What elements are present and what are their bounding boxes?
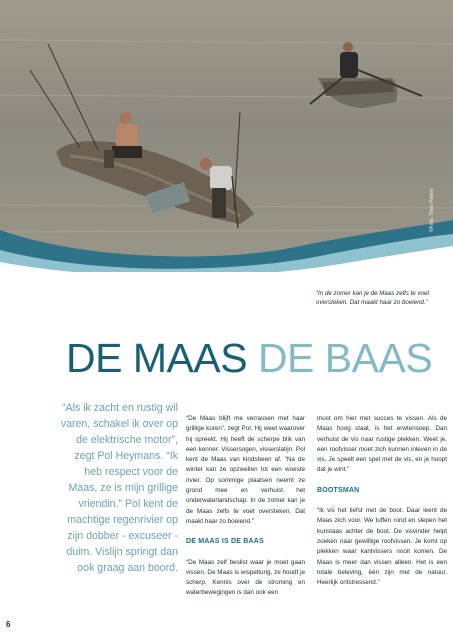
paragraph: must om hier met succes te vissen. Als de Maas hoog staat, is het erwtensoep. Dan verhuist de vis naar rustige plekken. Weet je, een roofvisser moet zich kunnen inleven in de vis. Je speelt een spel met de vis, en je hoopt dat je wint.” [317, 415, 447, 474]
subheading: DE MAAS IS DE BAAS [186, 538, 264, 546]
paragraph: “De Maas zelf beslist waar je moet gaan vissen. De Maas is wispelturig, ze houdt je scherp. Kennis over de stroming en waterbewegingen is dan ook een [186, 558, 305, 597]
paragraph: “De Maas blijft me verrassen met haar grillige kuren”, zegt Pol. Hij weet waarover hij spreekt. Hij heeft de scherpe blik van een kenner. Vissersogen, visserslatijn. Pol kent de Maas van kindsbeen af. “Na de winter kan ze opzwellen tot een woeste rivier. Op sommige plaatsen neemt ze grond mee en verhuist het onderwaterlandschap. In de zomer kan je de Maas zelfs te voet oversteken. Dat maakt haar zo boeiend.” [186, 415, 305, 525]
page-number: 6 [6, 620, 11, 629]
intro-quote: “Als ik zacht en rustig wil varen, schakel ik over op de elektrische motor”, zegt Pol Heymans. “Ik heb respect voor de Maas, ze is mijn grillige vriendin.” Pol kent de machtige regenrivier op zijn dobber - excuseer - duim. Vislijn springt dan ook graag aan boord. [60, 402, 178, 574]
photo-credit: ©Foto: Theo Peters [429, 188, 435, 232]
body-column-3 [317, 414, 447, 598]
hero-photo [0, 0, 453, 272]
body-column-2 [186, 414, 305, 609]
subheading: BOOTSMAN [317, 486, 360, 494]
headline [66, 335, 432, 381]
photo-caption: “In de zomer kan je de Maas zelfs te voet oversteken. Dat maakt haar zo boeiend.” [316, 290, 430, 306]
headline-part-1: DE MAAS [66, 335, 248, 381]
headline-part-2: DE BAAS [257, 335, 433, 381]
paragraph: “Ik vis het liefst met de boot. Daar leent de Maas zich voor. We tuffen rond en slepen het kunstaas achter de boot. De visvinder helpt zoeken naar gewillige roofvissen. Je komt op plekken waar kantvissers nooit komen. De Maas is meer dan vissen alleen. Het is een totale beleving, één zijn met de natuur. Heerlijk ontstressend.” [317, 507, 447, 587]
